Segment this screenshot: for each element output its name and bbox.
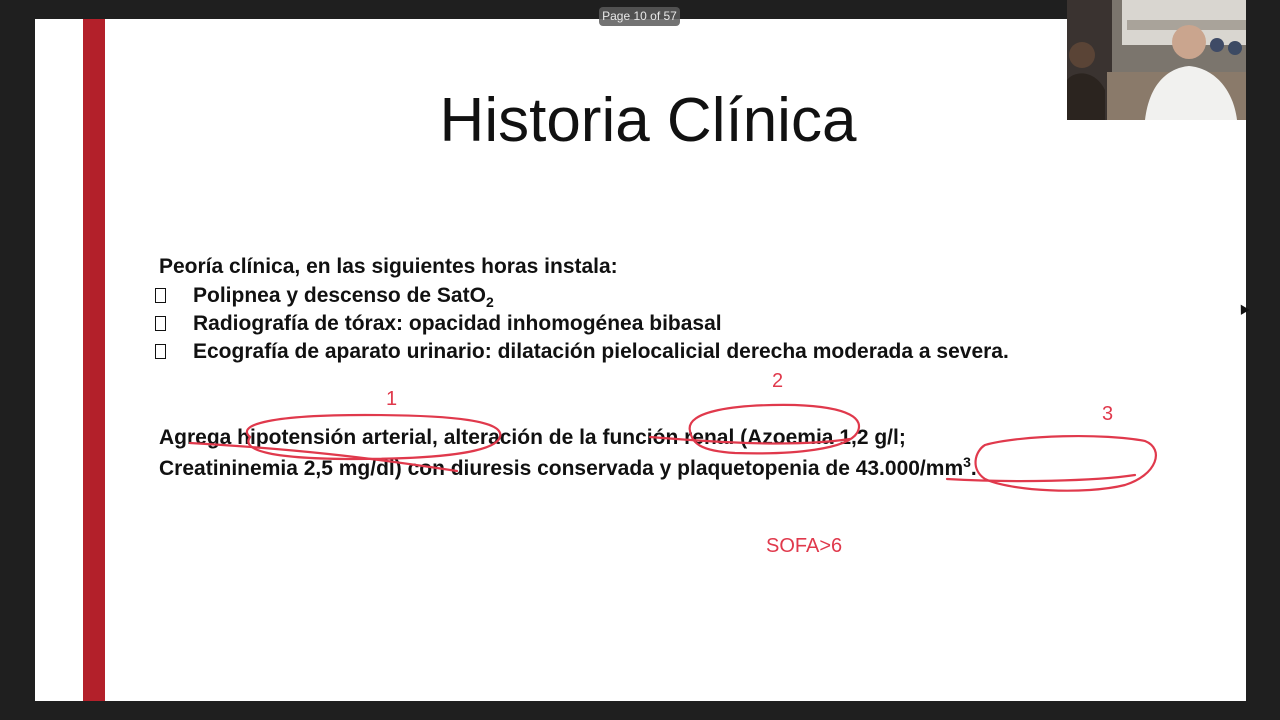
- ink-circle-plaquetas: [976, 436, 1156, 491]
- page-indicator: Page 10 of 57: [599, 7, 680, 26]
- annotation-number-1: 1: [386, 388, 398, 410]
- intro-text: Peoría clínica, en las siguientes horas instala:: [159, 255, 618, 278]
- bullet-item: [155, 312, 722, 336]
- paragraph-line-2-end: .: [970, 457, 977, 480]
- bullet-subscript: 2: [485, 294, 494, 311]
- video-participant-icon: [1067, 0, 1246, 120]
- slide-title: Historia Clínica: [439, 86, 857, 155]
- paragraph-line-1: Agrega hipotensión arterial, alteración de la función renal (Azoemia 1,2 g/l;: [159, 426, 906, 449]
- bullet-box-icon: [155, 288, 166, 303]
- bullet-text: Ecografía de aparato urinario: dilatación pielocalicial derecha moderada a severa.: [193, 340, 1009, 363]
- bullet-box-icon: [155, 344, 166, 359]
- annotation-number-3: 3: [1102, 403, 1114, 425]
- bullet-text: Radiografía de tórax: opacidad inhomogénea bibasal: [193, 312, 722, 335]
- presentation-slide: [35, 19, 1246, 701]
- paragraph-line-2: [159, 454, 977, 481]
- superscript: 3: [963, 454, 971, 470]
- bullet-item: [155, 284, 494, 310]
- participant-video-thumbnail[interactable]: [1067, 0, 1246, 120]
- annotation-number-2: 2: [772, 370, 784, 392]
- accent-bar: [83, 19, 105, 701]
- annotation-sofa: SOFA>6: [766, 535, 843, 557]
- bullet-item: [155, 340, 1009, 364]
- bullet-box-icon: [155, 316, 166, 331]
- bullet-text: Polipnea y descenso de SatO: [193, 284, 486, 307]
- paragraph-line-2-text: Creatininemia 2,5 mg/dl) con diuresis conservada y plaquetopenia de 43.000/mm: [159, 457, 964, 480]
